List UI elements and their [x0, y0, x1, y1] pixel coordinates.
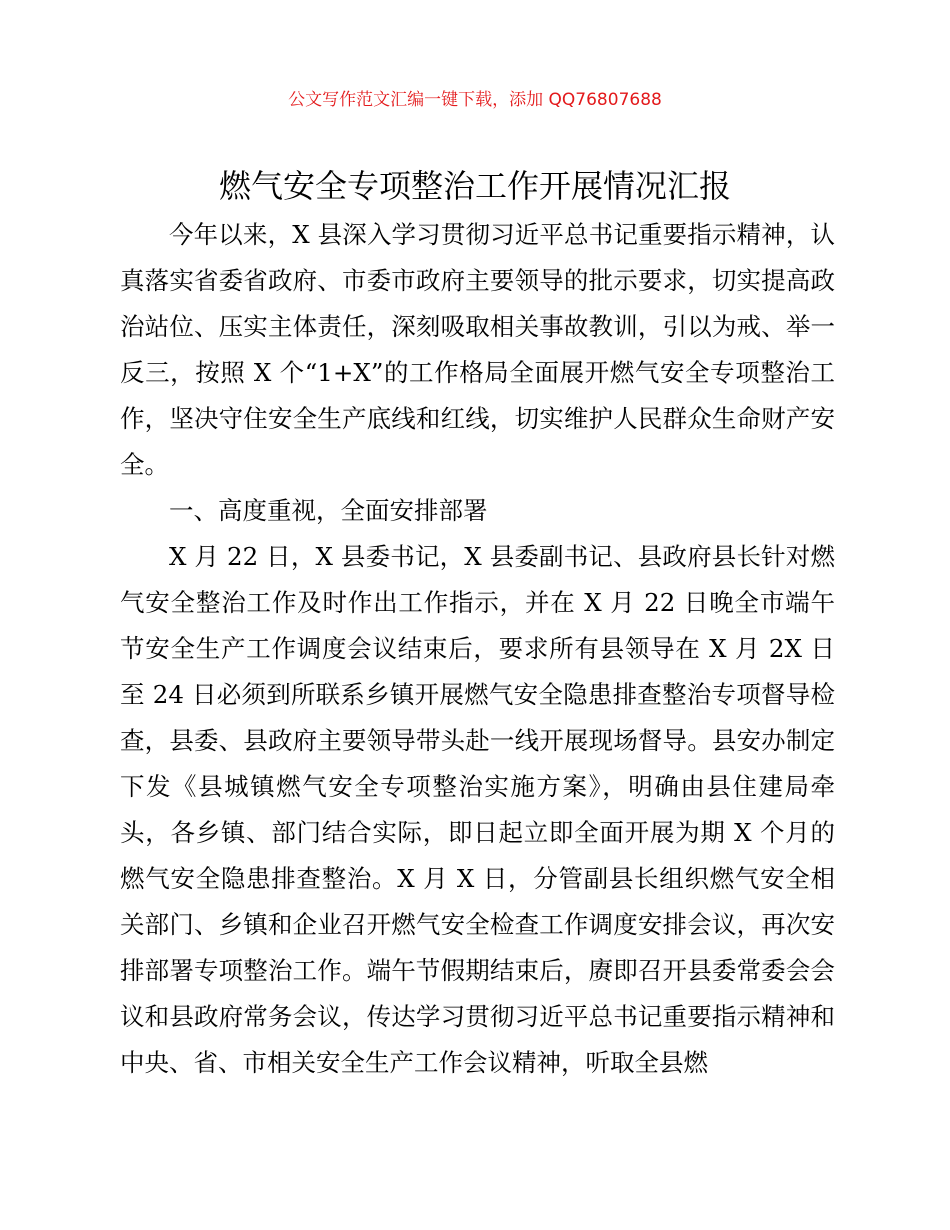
- section-heading-1: 一、高度重视，全面安排部署: [169, 496, 488, 525]
- download-notice: 公文写作范文汇编一键下载，添加 QQ76807688: [288, 90, 662, 110]
- intro-paragraph: 今年以来，X 县深入学习贯彻习近平总书记重要指示精神，认真落实省委省政府、市委市政府主要领导的批示要求，切实提高政治站位、压实主体责任，深刻吸取相关事故教训，引以为戒、举一反三，按照 X 个“1+X”的工作格局全面展开燃气安全专项整治工作，坚决守住安全生产底线和红线，切实维护人民群众生命财产安全。: [120, 220, 835, 479]
- document-title: 燃气安全专项整治工作开展情况汇报: [218, 167, 731, 205]
- section-1-paragraph: X 月 22 日，X 县委书记，X 县委副书记、县政府县长针对燃气安全整治工作及时作出工作指示，并在 X 月 22 日晚全市端午节安全生产工作调度会议结束后，要求所有县领导在 X 月 2X 日至 24 日必须到所联系乡镇开展燃气安全隐患排查整治专项督导检查，县委、县政府主要领导带头赴一线开展现场督导。县安办制定下发《县城镇燃气安全专项整治实施方案》，明确由县住建局牵头，各乡镇、部门结合实际，即日起立即全面开展为期 X 个月的燃气安全隐患排查整治。X 月 X 日，分管副县长组织燃气安全相关部门、乡镇和企业召开燃气安全检查工作调度安排会议，再次安排部署专项整治工作。端午节假期结束后，赓即召开县委常委会会议和县政府常务会议，传达学习贯彻习近平总书记重要指示精神和中央、省、市相关安全生产工作会议精神，听取全县燃: [120, 542, 835, 1077]
- document-body: [120, 212, 835, 1086]
